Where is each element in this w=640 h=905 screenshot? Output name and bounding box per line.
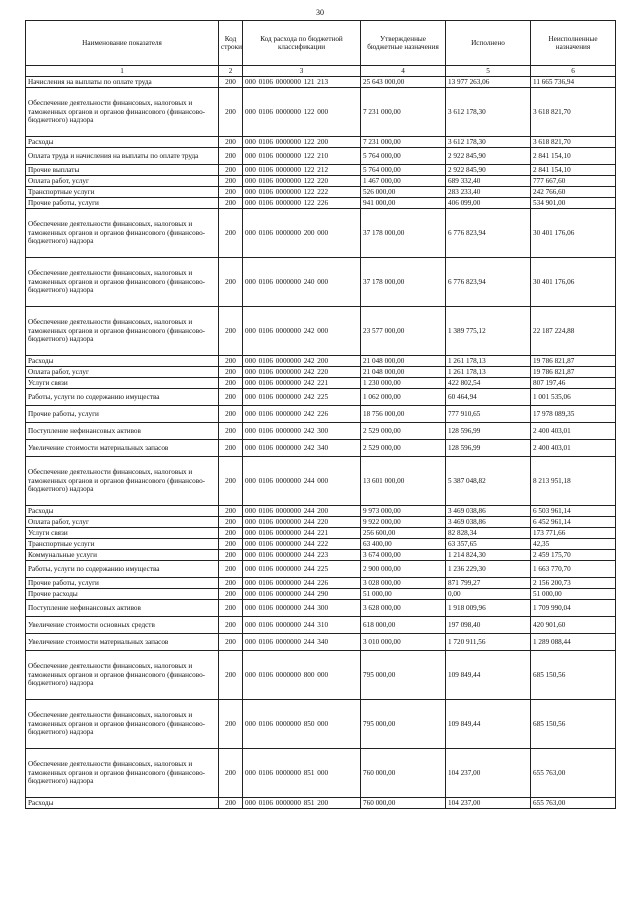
row-name-cell: Транспортные услуги (26, 539, 219, 550)
row-code-cell: 200 (219, 88, 243, 137)
column-number: 1 (26, 66, 219, 77)
row-executed-cell: 3 469 038,86 (446, 517, 531, 528)
row-executed-cell: 871 799,27 (446, 578, 531, 589)
row-unexecuted-cell: 655 763,00 (531, 749, 616, 798)
row-name-cell: Поступление нефинансовых активов (26, 423, 219, 440)
row-approved-cell: 5 764 000,00 (361, 165, 446, 176)
budget-execution-table (25, 20, 616, 809)
row-unexecuted-cell: 3 618 821,70 (531, 88, 616, 137)
row-code-cell: 200 (219, 165, 243, 176)
table-row (26, 187, 616, 198)
table-row (26, 209, 616, 258)
row-code-cell: 200 (219, 307, 243, 356)
row-budget-code-cell: 000 0106 0000000 242 340 (243, 440, 361, 457)
table-row (26, 550, 616, 561)
page-number: 30 (316, 8, 324, 17)
row-name-cell: Услуги связи (26, 378, 219, 389)
row-approved-cell: 795 000,00 (361, 700, 446, 749)
row-executed-cell: 422 802,54 (446, 378, 531, 389)
row-budget-code-cell: 000 0106 0000000 244 220 (243, 517, 361, 528)
table-row (26, 258, 616, 307)
row-budget-code-cell: 000 0106 0000000 851 000 (243, 749, 361, 798)
row-code-cell: 200 (219, 550, 243, 561)
row-approved-cell: 25 643 000,00 (361, 77, 446, 88)
table-row (26, 617, 616, 634)
row-budget-code-cell: 000 0106 0000000 242 221 (243, 378, 361, 389)
table-row (26, 440, 616, 457)
row-executed-cell: 406 099,00 (446, 198, 531, 209)
header-executed: Исполнено (446, 21, 531, 66)
table-row (26, 457, 616, 506)
table-row (26, 367, 616, 378)
row-unexecuted-cell: 807 197,46 (531, 378, 616, 389)
row-approved-cell: 7 231 000,00 (361, 88, 446, 137)
row-name-cell: Обеспечение деятельности финансовых, налоговых и таможенных органов и органов финансового (финансово-бюджетного) надзора (26, 457, 219, 506)
table-row (26, 88, 616, 137)
row-executed-cell: 109 849,44 (446, 700, 531, 749)
row-budget-code-cell: 000 0106 0000000 122 210 (243, 148, 361, 165)
row-code-cell: 200 (219, 651, 243, 700)
row-unexecuted-cell: 534 901,00 (531, 198, 616, 209)
row-unexecuted-cell: 11 665 736,94 (531, 77, 616, 88)
row-approved-cell: 9 922 000,00 (361, 517, 446, 528)
row-executed-cell: 104 237,00 (446, 798, 531, 809)
row-unexecuted-cell: 51 000,00 (531, 589, 616, 600)
table-row (26, 700, 616, 749)
column-number-row (26, 66, 616, 77)
row-budget-code-cell: 000 0106 0000000 244 226 (243, 578, 361, 589)
row-budget-code-cell: 000 0106 0000000 242 226 (243, 406, 361, 423)
header-name: Наименование показателя (26, 21, 219, 66)
row-executed-cell: 104 237,00 (446, 749, 531, 798)
row-executed-cell: 1 261 178,13 (446, 356, 531, 367)
row-unexecuted-cell: 2 156 200,73 (531, 578, 616, 589)
row-budget-code-cell: 000 0106 0000000 244 290 (243, 589, 361, 600)
row-unexecuted-cell: 173 771,66 (531, 528, 616, 539)
table-row (26, 378, 616, 389)
row-executed-cell: 777 910,65 (446, 406, 531, 423)
row-code-cell: 200 (219, 148, 243, 165)
row-executed-cell: 3 469 038,86 (446, 506, 531, 517)
row-approved-cell: 2 900 000,00 (361, 561, 446, 578)
table-row (26, 561, 616, 578)
row-executed-cell: 1 720 911,56 (446, 634, 531, 651)
row-unexecuted-cell: 3 618 821,70 (531, 137, 616, 148)
column-number: 4 (361, 66, 446, 77)
row-code-cell: 200 (219, 457, 243, 506)
row-name-cell: Обеспечение деятельности финансовых, налоговых и таможенных органов и органов финансового (финансово-бюджетного) надзора (26, 651, 219, 700)
row-unexecuted-cell: 22 187 224,88 (531, 307, 616, 356)
row-unexecuted-cell: 19 786 821,87 (531, 356, 616, 367)
row-code-cell: 200 (219, 378, 243, 389)
row-unexecuted-cell: 1 289 088,44 (531, 634, 616, 651)
column-number: 2 (219, 66, 243, 77)
row-budget-code-cell: 000 0106 0000000 850 000 (243, 700, 361, 749)
row-name-cell: Оплата работ, услуг (26, 367, 219, 378)
row-executed-cell: 13 977 263,06 (446, 77, 531, 88)
column-number: 5 (446, 66, 531, 77)
row-budget-code-cell: 000 0106 0000000 242 225 (243, 389, 361, 406)
table-row (26, 176, 616, 187)
row-code-cell: 200 (219, 423, 243, 440)
row-code-cell: 200 (219, 798, 243, 809)
row-approved-cell: 795 000,00 (361, 651, 446, 700)
row-approved-cell: 37 178 000,00 (361, 209, 446, 258)
row-code-cell: 200 (219, 561, 243, 578)
table-row (26, 389, 616, 406)
row-budget-code-cell: 000 0106 0000000 122 212 (243, 165, 361, 176)
header-budget-code: Код расхода по бюджетной классификации (243, 21, 361, 66)
row-approved-cell: 7 231 000,00 (361, 137, 446, 148)
row-name-cell: Оплата работ, услуг (26, 517, 219, 528)
table-row (26, 77, 616, 88)
row-code-cell: 200 (219, 389, 243, 406)
row-executed-cell: 197 098,40 (446, 617, 531, 634)
table-row (26, 634, 616, 651)
row-budget-code-cell: 000 0106 0000000 122 226 (243, 198, 361, 209)
row-code-cell: 200 (219, 517, 243, 528)
row-name-cell: Обеспечение деятельности финансовых, налоговых и таможенных органов и органов финансового (финансово-бюджетного) надзора (26, 307, 219, 356)
row-executed-cell: 1 214 824,30 (446, 550, 531, 561)
row-code-cell: 200 (219, 187, 243, 198)
row-name-cell: Обеспечение деятельности финансовых, налоговых и таможенных органов и органов финансового (финансово-бюджетного) надзора (26, 700, 219, 749)
row-approved-cell: 618 000,00 (361, 617, 446, 634)
row-approved-cell: 37 178 000,00 (361, 258, 446, 307)
row-code-cell: 200 (219, 176, 243, 187)
table-row (26, 198, 616, 209)
row-budget-code-cell: 000 0106 0000000 244 223 (243, 550, 361, 561)
row-name-cell: Увеличение стоимости материальных запасов (26, 440, 219, 457)
row-name-cell: Расходы (26, 798, 219, 809)
row-approved-cell: 256 600,00 (361, 528, 446, 539)
row-approved-cell: 13 601 000,00 (361, 457, 446, 506)
row-unexecuted-cell: 1 663 770,70 (531, 561, 616, 578)
row-name-cell: Прочие работы, услуги (26, 198, 219, 209)
row-approved-cell: 23 577 000,00 (361, 307, 446, 356)
row-code-cell: 200 (219, 600, 243, 617)
row-unexecuted-cell: 6 452 961,14 (531, 517, 616, 528)
row-approved-cell: 9 973 000,00 (361, 506, 446, 517)
row-name-cell: Прочие работы, услуги (26, 406, 219, 423)
row-budget-code-cell: 000 0106 0000000 122 220 (243, 176, 361, 187)
row-name-cell: Оплата работ, услуг (26, 176, 219, 187)
table-row (26, 589, 616, 600)
row-executed-cell: 6 776 823,94 (446, 209, 531, 258)
row-executed-cell: 1 261 178,13 (446, 367, 531, 378)
row-code-cell: 200 (219, 634, 243, 651)
table-body (26, 77, 616, 809)
row-approved-cell: 5 764 000,00 (361, 148, 446, 165)
row-name-cell: Транспортные услуги (26, 187, 219, 198)
row-unexecuted-cell: 685 150,56 (531, 700, 616, 749)
row-executed-cell: 1 236 229,30 (446, 561, 531, 578)
row-code-cell: 200 (219, 617, 243, 634)
row-executed-cell: 109 849,44 (446, 651, 531, 700)
row-approved-cell: 760 000,00 (361, 798, 446, 809)
row-name-cell: Коммунальные услуги (26, 550, 219, 561)
row-budget-code-cell: 000 0106 0000000 244 200 (243, 506, 361, 517)
row-budget-code-cell: 000 0106 0000000 242 300 (243, 423, 361, 440)
row-code-cell: 200 (219, 367, 243, 378)
row-unexecuted-cell: 17 978 089,35 (531, 406, 616, 423)
row-unexecuted-cell: 777 667,60 (531, 176, 616, 187)
row-code-cell: 200 (219, 749, 243, 798)
row-executed-cell: 0,00 (446, 589, 531, 600)
row-executed-cell: 1 918 009,96 (446, 600, 531, 617)
column-number: 3 (243, 66, 361, 77)
column-number: 6 (531, 66, 616, 77)
header-code: Код строки (219, 21, 243, 66)
row-name-cell: Начисления на выплаты по оплате труда (26, 77, 219, 88)
row-approved-cell: 3 010 000,00 (361, 634, 446, 651)
row-budget-code-cell: 000 0106 0000000 200 000 (243, 209, 361, 258)
table-row (26, 137, 616, 148)
row-unexecuted-cell: 30 401 176,06 (531, 209, 616, 258)
row-executed-cell: 82 828,34 (446, 528, 531, 539)
row-unexecuted-cell: 2 841 154,10 (531, 165, 616, 176)
row-code-cell: 200 (219, 209, 243, 258)
row-budget-code-cell: 000 0106 0000000 244 300 (243, 600, 361, 617)
row-executed-cell: 63 357,65 (446, 539, 531, 550)
row-budget-code-cell: 000 0106 0000000 244 340 (243, 634, 361, 651)
row-name-cell: Увеличение стоимости материальных запасов (26, 634, 219, 651)
row-budget-code-cell: 000 0106 0000000 800 000 (243, 651, 361, 700)
table-row (26, 356, 616, 367)
row-budget-code-cell: 000 0106 0000000 122 222 (243, 187, 361, 198)
row-unexecuted-cell: 2 400 403,01 (531, 440, 616, 457)
row-code-cell: 200 (219, 578, 243, 589)
row-approved-cell: 51 000,00 (361, 589, 446, 600)
table-header-row (26, 21, 616, 66)
row-budget-code-cell: 000 0106 0000000 244 000 (243, 457, 361, 506)
row-code-cell: 200 (219, 539, 243, 550)
row-name-cell: Работы, услуги по содержанию имущества (26, 389, 219, 406)
row-name-cell: Обеспечение деятельности финансовых, налоговых и таможенных органов и органов финансового (финансово-бюджетного) надзора (26, 88, 219, 137)
row-unexecuted-cell: 8 213 951,18 (531, 457, 616, 506)
row-code-cell: 200 (219, 700, 243, 749)
table-row (26, 148, 616, 165)
row-code-cell: 200 (219, 137, 243, 148)
row-unexecuted-cell: 2 459 175,70 (531, 550, 616, 561)
row-unexecuted-cell: 242 766,60 (531, 187, 616, 198)
row-budget-code-cell: 000 0106 0000000 242 200 (243, 356, 361, 367)
row-unexecuted-cell: 1 001 535,06 (531, 389, 616, 406)
row-name-cell: Расходы (26, 137, 219, 148)
row-approved-cell: 760 000,00 (361, 749, 446, 798)
row-executed-cell: 2 922 845,90 (446, 165, 531, 176)
row-name-cell: Услуги связи (26, 528, 219, 539)
row-approved-cell: 1 062 000,00 (361, 389, 446, 406)
table-row (26, 528, 616, 539)
table-row (26, 651, 616, 700)
row-code-cell: 200 (219, 258, 243, 307)
row-executed-cell: 128 596,99 (446, 440, 531, 457)
row-budget-code-cell: 000 0106 0000000 121 213 (243, 77, 361, 88)
row-budget-code-cell: 000 0106 0000000 244 221 (243, 528, 361, 539)
row-code-cell: 200 (219, 356, 243, 367)
table-row (26, 539, 616, 550)
row-unexecuted-cell: 1 709 990,04 (531, 600, 616, 617)
row-approved-cell: 21 048 000,00 (361, 367, 446, 378)
row-executed-cell: 689 332,40 (446, 176, 531, 187)
table-row (26, 165, 616, 176)
row-name-cell: Расходы (26, 506, 219, 517)
row-code-cell: 200 (219, 589, 243, 600)
row-unexecuted-cell: 42,35 (531, 539, 616, 550)
row-unexecuted-cell: 2 400 403,01 (531, 423, 616, 440)
header-unexecuted: Неисполненные назначения (531, 21, 616, 66)
row-executed-cell: 3 612 178,30 (446, 88, 531, 137)
row-budget-code-cell: 000 0106 0000000 240 000 (243, 258, 361, 307)
table-row (26, 307, 616, 356)
row-name-cell: Увеличение стоимости основных средств (26, 617, 219, 634)
row-budget-code-cell: 000 0106 0000000 242 220 (243, 367, 361, 378)
row-approved-cell: 1 467 000,00 (361, 176, 446, 187)
row-code-cell: 200 (219, 406, 243, 423)
row-executed-cell: 3 612 178,30 (446, 137, 531, 148)
row-name-cell: Поступление нефинансовых активов (26, 600, 219, 617)
table-row (26, 600, 616, 617)
table-row (26, 517, 616, 528)
row-approved-cell: 3 028 000,00 (361, 578, 446, 589)
row-executed-cell: 128 596,99 (446, 423, 531, 440)
row-budget-code-cell: 000 0106 0000000 122 000 (243, 88, 361, 137)
row-executed-cell: 2 922 845,90 (446, 148, 531, 165)
row-executed-cell: 5 387 048,82 (446, 457, 531, 506)
row-approved-cell: 526 000,00 (361, 187, 446, 198)
row-budget-code-cell: 000 0106 0000000 244 225 (243, 561, 361, 578)
row-unexecuted-cell: 30 401 176,06 (531, 258, 616, 307)
row-unexecuted-cell: 420 901,60 (531, 617, 616, 634)
row-approved-cell: 941 000,00 (361, 198, 446, 209)
row-name-cell: Расходы (26, 356, 219, 367)
row-name-cell: Прочие расходы (26, 589, 219, 600)
row-name-cell: Оплата труда и начисления на выплаты по оплате труда (26, 148, 219, 165)
row-approved-cell: 21 048 000,00 (361, 356, 446, 367)
row-name-cell: Прочие выплаты (26, 165, 219, 176)
row-name-cell: Прочие работы, услуги (26, 578, 219, 589)
row-approved-cell: 2 529 000,00 (361, 440, 446, 457)
row-executed-cell: 1 389 775,12 (446, 307, 531, 356)
row-name-cell: Обеспечение деятельности финансовых, налоговых и таможенных органов и органов финансового (финансово-бюджетного) надзора (26, 209, 219, 258)
row-approved-cell: 3 628 000,00 (361, 600, 446, 617)
table-row (26, 506, 616, 517)
header-approved: Утвержденные бюджетные назначения (361, 21, 446, 66)
row-code-cell: 200 (219, 77, 243, 88)
row-budget-code-cell: 000 0106 0000000 244 310 (243, 617, 361, 634)
row-unexecuted-cell: 6 503 961,14 (531, 506, 616, 517)
row-budget-code-cell: 000 0106 0000000 122 200 (243, 137, 361, 148)
row-unexecuted-cell: 655 763,00 (531, 798, 616, 809)
row-unexecuted-cell: 2 841 154,10 (531, 148, 616, 165)
row-approved-cell: 63 400,00 (361, 539, 446, 550)
table-row (26, 798, 616, 809)
row-unexecuted-cell: 685 150,56 (531, 651, 616, 700)
table-row (26, 406, 616, 423)
row-unexecuted-cell: 19 786 821,87 (531, 367, 616, 378)
row-code-cell: 200 (219, 506, 243, 517)
table-row (26, 578, 616, 589)
row-budget-code-cell: 000 0106 0000000 242 000 (243, 307, 361, 356)
row-name-cell: Работы, услуги по содержанию имущества (26, 561, 219, 578)
row-executed-cell: 6 776 823,94 (446, 258, 531, 307)
row-approved-cell: 3 674 000,00 (361, 550, 446, 561)
row-approved-cell: 18 756 000,00 (361, 406, 446, 423)
row-approved-cell: 2 529 000,00 (361, 423, 446, 440)
row-executed-cell: 60 464,94 (446, 389, 531, 406)
row-name-cell: Обеспечение деятельности финансовых, налоговых и таможенных органов и органов финансового (финансово-бюджетного) надзора (26, 258, 219, 307)
row-code-cell: 200 (219, 198, 243, 209)
row-budget-code-cell: 000 0106 0000000 851 200 (243, 798, 361, 809)
table-row (26, 749, 616, 798)
row-executed-cell: 283 233,40 (446, 187, 531, 198)
row-code-cell: 200 (219, 528, 243, 539)
row-approved-cell: 1 230 000,00 (361, 378, 446, 389)
row-code-cell: 200 (219, 440, 243, 457)
row-name-cell: Обеспечение деятельности финансовых, налоговых и таможенных органов и органов финансового (финансово-бюджетного) надзора (26, 749, 219, 798)
table-row (26, 423, 616, 440)
row-budget-code-cell: 000 0106 0000000 244 222 (243, 539, 361, 550)
